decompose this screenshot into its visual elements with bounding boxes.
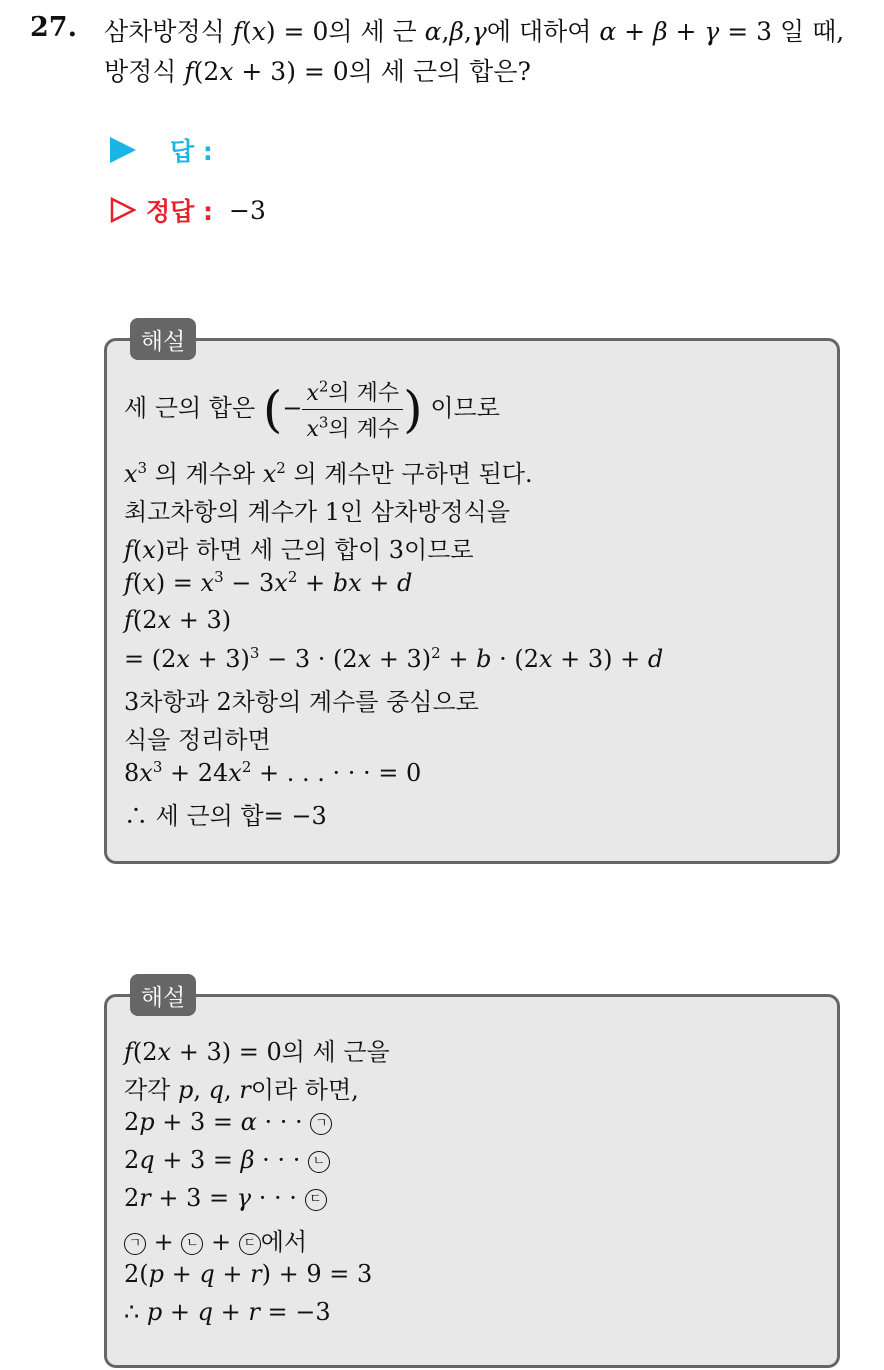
correct-answer-label: 정답 : <box>146 197 214 226</box>
explanation1-line-7: 3차항과 2차항의 계수를 중심으로 <box>124 688 479 716</box>
explanation2-line-1: f(2x + 3) = 0의 세 근을 <box>124 1038 390 1066</box>
question-number: 27. <box>30 12 77 43</box>
question-text-line-1: 삼차방정식 f(x) = 0의 세 근 α,β,γ에 대하여 α + β + γ = 3 일 때, <box>104 17 845 46</box>
explanation1-line-8: 식을 정리하면 <box>124 726 271 754</box>
explanation1-line-4: $f(x) = x^3 - 3x^2$ + bx + d <box>124 568 413 597</box>
correct-answer-row <box>110 192 266 228</box>
circled-nieun-icon: ㄴ <box>181 1233 203 1255</box>
answer-row <box>110 132 229 168</box>
circled-digeut-icon: ㄷ <box>239 1233 261 1255</box>
explanation2-line-8: ∴ p + q + r = −3 <box>124 1298 331 1326</box>
question-text-line-2: 방정식 f(2x + 3) = 0의 세 근의 합은? <box>104 57 531 86</box>
explanation1-line-10: ∴ 세 근의 합= −3 <box>124 802 327 830</box>
explanation2-line-4: 2q + 3 = β · · · ㄴ <box>124 1146 330 1174</box>
explanation2-line-5: 2r + 3 = γ · · · ㄷ <box>124 1184 327 1212</box>
circled-nieun-icon: ㄴ <box>308 1151 330 1173</box>
explanation2-line-7: 2(p + q + r) + 9 = 3 <box>124 1260 373 1288</box>
play-icon <box>110 137 136 163</box>
explanation-tag-2: 해설 <box>130 974 196 1016</box>
explanation1-line-9: $8x^3 + 24x^2$ + . . . · · · = 0 <box>124 758 422 787</box>
circled-digeut-icon: ㄷ <box>305 1189 327 1211</box>
coefficient-fraction: $\frac{x^2의 계수}{x^3의 계수}$ <box>302 376 403 443</box>
explanation1-line-2: 최고차항의 계수가 1인 삼차방정식을 <box>124 498 510 526</box>
explanation1-line-5: f(2x + 3) <box>124 606 232 634</box>
answer-label: 답 : <box>170 137 213 166</box>
circled-giyeok-icon: ㄱ <box>124 1233 146 1255</box>
correct-answer-value: −3 <box>229 195 266 225</box>
explanation-tag-1: 해설 <box>130 318 196 360</box>
explanation1-line-3: f(x)라 하면 세 근의 합이 3이므로 <box>124 536 474 564</box>
explanation1-line-1: $x^3$ 의 계수와 $x^2$ 의 계수만 구하면 된다. <box>124 459 533 488</box>
circled-giyeok-icon: ㄱ <box>310 1113 332 1135</box>
explanation1-line-6: = $(2x + 3)^3 - 3 \cdot (2x + 3)^2 + b \cdot (2x + 3) + d$ <box>124 644 664 673</box>
explanation2-line-2: 각각 p, q, r이라 하면, <box>124 1076 359 1104</box>
explanation1-intro: 세 근의 합은 (− $\frac{x^2의 계수}{x^3의 계수}$ ) 이므로 <box>124 377 500 442</box>
play-outline-icon <box>110 197 136 223</box>
explanation2-line-6: ㄱ + ㄴ + ㄷ 에서 <box>124 1222 307 1257</box>
explanation2-line-3: 2p + 3 = α · · · ㄱ <box>124 1108 332 1136</box>
